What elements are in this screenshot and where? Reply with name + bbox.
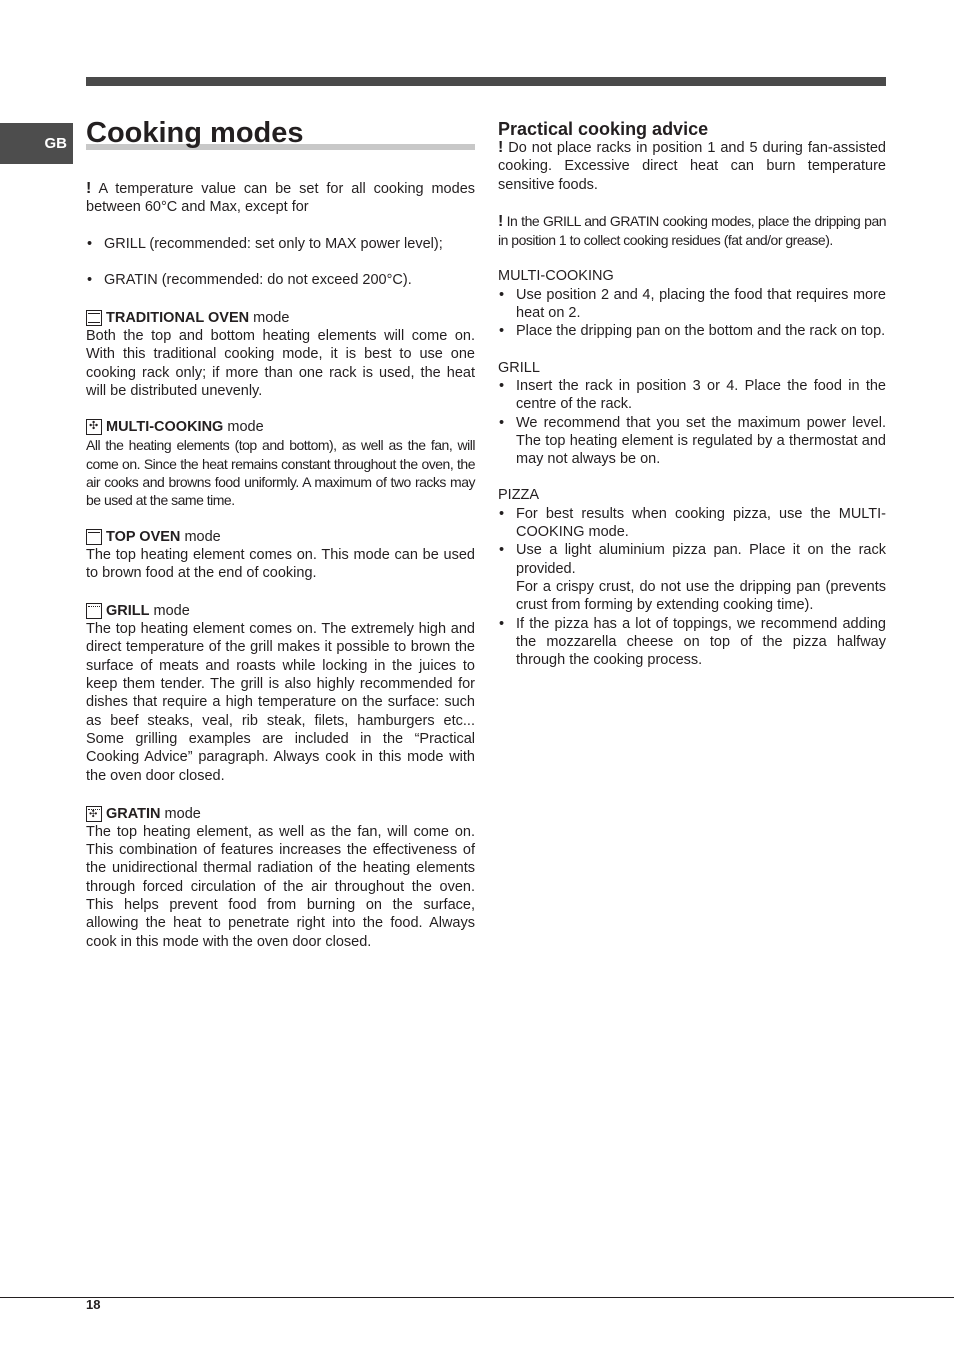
mode-heading — [86, 805, 475, 823]
list-item: • For best results when cooking pizza, use the MULTI-COOKING mode. — [498, 505, 886, 542]
list-item-text: • Use a light aluminium pizza pan. Place it on the rack provided. — [516, 542, 886, 577]
warning-mark: ! — [498, 139, 504, 156]
mode-description: All the heating elements (top and bottom), as well as the fan, will come on. Since the heat remains constant throughout the oven, the air cooks and browns food uniformly. A maximum of two racks may be used at the same time. — [86, 437, 475, 509]
list-item: • Use position 2 and 4, placing the food that requires more heat on 2. — [498, 286, 886, 323]
mode-description: Both the top and bottom heating elements will come on. With this traditional cooking mode, it is best to use one cooking rack only; if more than one rack is used, the heat will be distributed unevenly. — [86, 328, 475, 400]
header-rule — [86, 77, 886, 86]
mode-heading — [86, 528, 475, 546]
cooking-modes-column — [86, 116, 475, 951]
list-item: • Place the dripping pan on the bottom and the rack on top. — [498, 322, 886, 340]
advice-warning — [498, 212, 886, 250]
mode-multi-cooking — [86, 418, 475, 509]
mode-name: GRILL — [106, 603, 150, 620]
section-heading: MULTI-COOKING — [498, 268, 614, 285]
footer-rule — [0, 1297, 954, 1298]
list-item: • GRILL (recommended: set only to MAX power level); — [86, 235, 475, 253]
list-item: • Insert the rack in position 3 or 4. Place the food in the centre of the rack. — [498, 377, 886, 414]
mode-name: MULTI-COOKING — [106, 419, 224, 436]
intro-paragraph — [86, 180, 475, 217]
warning-text: Do not place racks in position 1 and 5 during fan-assisted cooking. Excessive direct heat can burn temperature sensitive foods. — [498, 140, 886, 193]
mode-suffix: mode — [227, 419, 264, 436]
mode-description: The top heating element comes on. This mode can be used to brown food at the end of cooking. — [86, 546, 475, 581]
mode-name: TOP OVEN — [106, 528, 181, 545]
mode-traditional-oven — [86, 309, 475, 400]
language-tab: GB — [0, 123, 73, 164]
mode-suffix: mode — [184, 528, 221, 545]
mode-heading — [86, 418, 475, 436]
warning-mark: ! — [498, 212, 503, 230]
list-item-note: For a crispy crust, do not use the dripping pan (prevents crust from forming by extending cooking time). — [516, 578, 886, 614]
mode-suffix: mode — [253, 310, 290, 327]
mode-description: The top heating element comes on. The extremely high and direct temperature of the grill makes it possible to brown the surface of meats and roasts while locking in the juices to keep them tender. The grill is also highly recommended for dishes that require a high temperature on the surface: such as beef steaks, veal, rib steak, filets, hamburgers etc... Some grilling examples are included in the “Practical Cooking Advice” paragraph. Always cook in this mode with the oven door closed. — [86, 621, 475, 784]
page-number: 18 — [86, 1297, 101, 1312]
practical-advice-column — [498, 119, 886, 669]
mode-heading — [86, 309, 475, 327]
mode-description: The top heating element, as well as the fan, will come on. This combination of features increases the effectiveness of the unidirectional thermal radiation of the heating elements through forced circulation of the air throughout the oven. This helps prevent food from burning on the surface, allowing the heat to penetrate right into the food. Always cook in this mode with the oven door closed. — [86, 823, 475, 950]
mode-top-oven — [86, 528, 475, 583]
mode-grill — [86, 602, 475, 785]
list-item: • GRATIN (recommended: do not exceed 200°C). — [86, 271, 475, 289]
page-title: Cooking modes — [86, 116, 475, 150]
grill-icon — [86, 603, 102, 619]
mode-gratin — [86, 805, 475, 951]
mode-suffix: mode — [164, 805, 201, 822]
mode-name: TRADITIONAL OVEN — [106, 310, 250, 327]
advice-warning — [498, 139, 886, 194]
section-heading: PIZZA — [498, 487, 540, 504]
list-item: • We recommend that you set the maximum power level. The top heating element is regulated by a thermostat and may not always be on. — [498, 414, 886, 469]
mode-suffix: mode — [153, 603, 190, 620]
mode-heading — [86, 602, 475, 620]
list-item: • If the pizza has a lot of toppings, we recommend adding the mozzarella cheese on top of the pizza halfway through the cooking process. — [498, 615, 886, 670]
mode-name: GRATIN — [106, 805, 161, 822]
gratin-icon — [86, 806, 102, 822]
warning-mark: ! — [86, 180, 92, 197]
warning-text: In the GRILL and GRATIN cooking modes, place the dripping pan in position 1 to collect cooking residues (fat and/or grease). — [498, 212, 887, 249]
list-item — [498, 541, 886, 614]
top-oven-icon — [86, 529, 102, 545]
traditional-oven-icon — [86, 310, 102, 326]
multi-cooking-fan-icon — [86, 419, 102, 435]
intro-text: A temperature value can be set for all cooking modes between 60°C and Max, except for — [86, 181, 476, 216]
section-heading: GRILL — [498, 359, 540, 376]
advice-title: Practical cooking advice — [498, 119, 709, 139]
